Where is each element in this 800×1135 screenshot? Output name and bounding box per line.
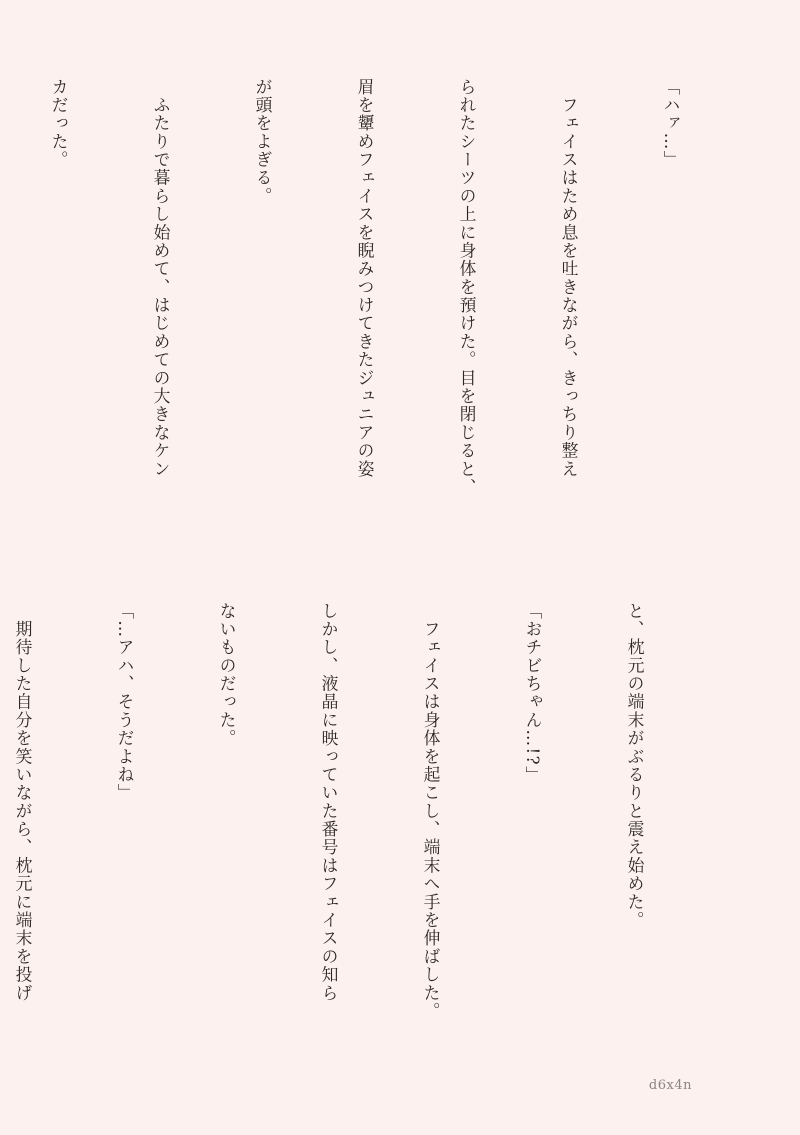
upper-text-block <box>40 78 756 536</box>
text-line: ないものだった。 <box>217 602 237 748</box>
text-line: フェイスはため息を吐きながら、きっちり整え <box>559 78 579 479</box>
text-line: しかし、液晶に映っていた番号はフェイスの知ら <box>319 602 339 1003</box>
text-line: カだった。 <box>49 78 69 169</box>
text-line: フェイスは身体を起こし、端末へ手を伸ばした。 <box>421 602 441 1021</box>
text-line: 期待した自分を笑いながら、枕元に端末を投げ <box>13 602 33 1003</box>
lower-text-block <box>13 602 720 1042</box>
text-line: と、枕元の端末がぶるりと震え始めた。 <box>625 602 645 930</box>
text-line: 「…アハ、そうだよね」 <box>115 602 135 803</box>
text-line: ふたりで暮らし始めて、はじめての大きなケン <box>151 78 171 479</box>
text-line: られたシーツの上に身体を預けた。目を閉じると、 <box>457 78 477 497</box>
text-line: 「おチビちゃん…!?」 <box>523 602 543 785</box>
text-line: 眉を顰めフェイスを睨みつけてきたジュニアの姿 <box>355 78 375 479</box>
page-footer-id: d6x4n <box>648 1078 692 1093</box>
text-line: 「ハァ…」 <box>661 78 681 169</box>
text-line: が頭をよぎる。 <box>253 78 273 206</box>
